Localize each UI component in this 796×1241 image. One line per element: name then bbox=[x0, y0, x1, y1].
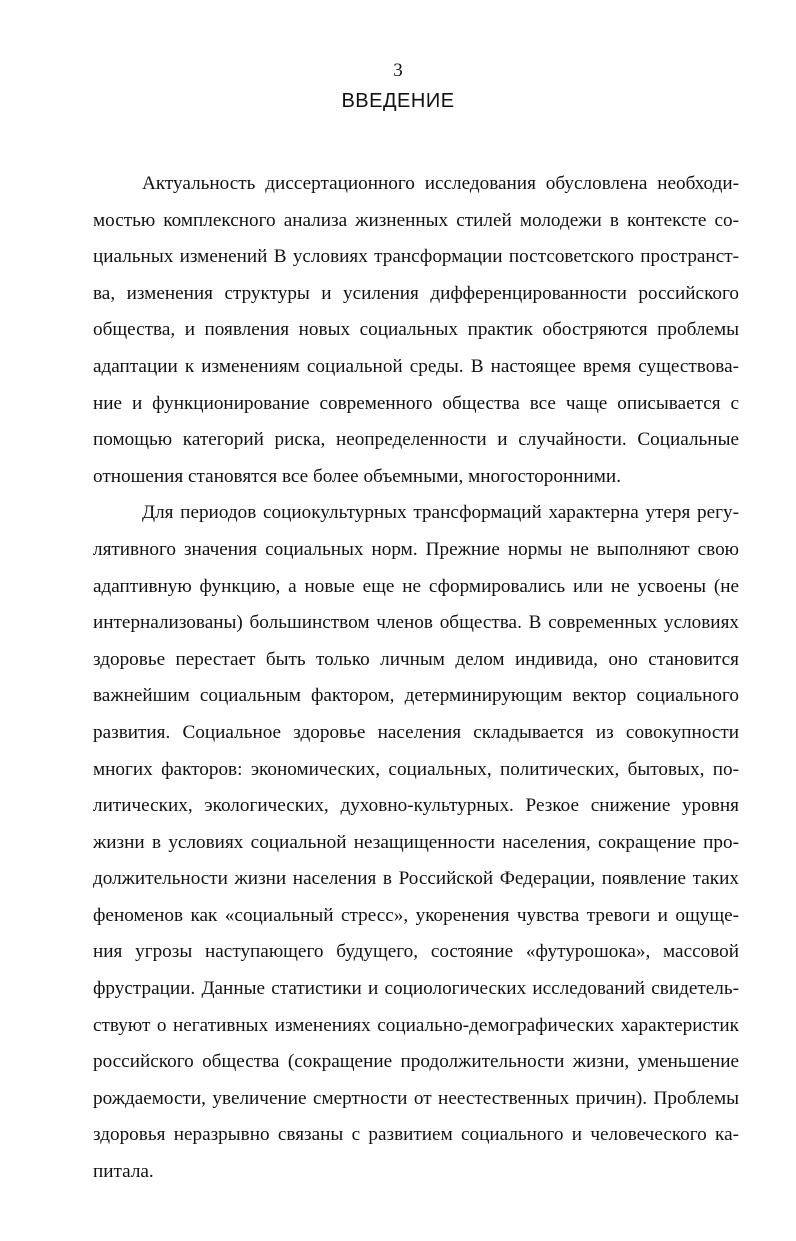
text-line: отношения становятся все более объемными, многосторонними. bbox=[93, 465, 621, 487]
text-line: ния угрозы наступающего будущего, состояние «футурошока», массовой bbox=[93, 941, 739, 963]
text-line: адаптивную функцию, а новые еще не сформировались или не усвоены (не bbox=[93, 575, 739, 597]
paragraph-2 bbox=[93, 495, 739, 1190]
text-line: жизни в условиях социальной незащищенности населения, сокращение про- bbox=[93, 831, 739, 853]
page-number: 3 bbox=[393, 60, 403, 81]
text-line: фрустрации. Данные статистики и социологических исследований свидетель- bbox=[93, 978, 739, 1000]
text-line: ствуют о негативных изменениях социально-демографических характеристик bbox=[93, 1014, 739, 1036]
text-line: Для периодов социокультурных трансформаций характерна утеря регу- bbox=[142, 502, 739, 524]
text-line: здоровья неразрывно связаны с развитием социального и человеческого ка- bbox=[93, 1124, 739, 1146]
text-line: феноменов как «социальный стресс», укоренения чувства тревоги и ощуще- bbox=[93, 904, 739, 926]
text-line: Актуальность диссертационного исследования обусловлена необходи- bbox=[142, 173, 739, 194]
page-title: ВВЕДЕНИЕ bbox=[341, 90, 455, 112]
text-line: должительности жизни населения в Российской Федерации, появление таких bbox=[93, 868, 739, 890]
text-line: ва, изменения структуры и усиления дифференцированности российского bbox=[93, 282, 739, 304]
text-line: многих факторов: экономических, социальных, политических, бытовых, по- bbox=[93, 758, 739, 780]
text-line: рождаемости, увеличение смертности от неестественных причин). Проблемы bbox=[93, 1087, 739, 1109]
text-line: адаптации к изменениям социальной среды. В настоящее время существова- bbox=[93, 355, 739, 377]
text-line: общества, и появления новых социальных практик обостряются проблемы bbox=[93, 319, 739, 341]
text-line: интернализованы) большинством членов общества. В современных условиях bbox=[93, 612, 739, 634]
text-line: российского общества (сокращение продолжительности жизни, уменьшение bbox=[93, 1051, 739, 1073]
text-line: здоровье перестает быть только личным делом индивида, оно становится bbox=[93, 648, 739, 670]
body-text bbox=[93, 166, 739, 1191]
text-line: лятивного значения социальных норм. Прежние нормы не выполняют свою bbox=[93, 538, 739, 560]
text-line: развития. Социальное здоровье населения складывается из совокупности bbox=[93, 721, 739, 743]
text-line: циальных изменений В условиях трансформации постсоветского пространст- bbox=[93, 246, 739, 268]
text-line: мостью комплексного анализа жизненных стилей молодежи в контексте со- bbox=[93, 209, 739, 231]
text-line: ние и функционирование современного общества все чаще описывается с bbox=[93, 392, 739, 414]
text-line: питала. bbox=[93, 1161, 154, 1183]
text-line: литических, экологических, духовно-культурных. Резкое снижение уровня bbox=[93, 795, 739, 817]
text-line: важнейшим социальным фактором, детерминирующим вектор социального bbox=[93, 685, 739, 707]
text-line: помощью категорий риска, неопределенности и случайности. Социальные bbox=[93, 429, 739, 451]
paragraph-1 bbox=[93, 166, 739, 495]
